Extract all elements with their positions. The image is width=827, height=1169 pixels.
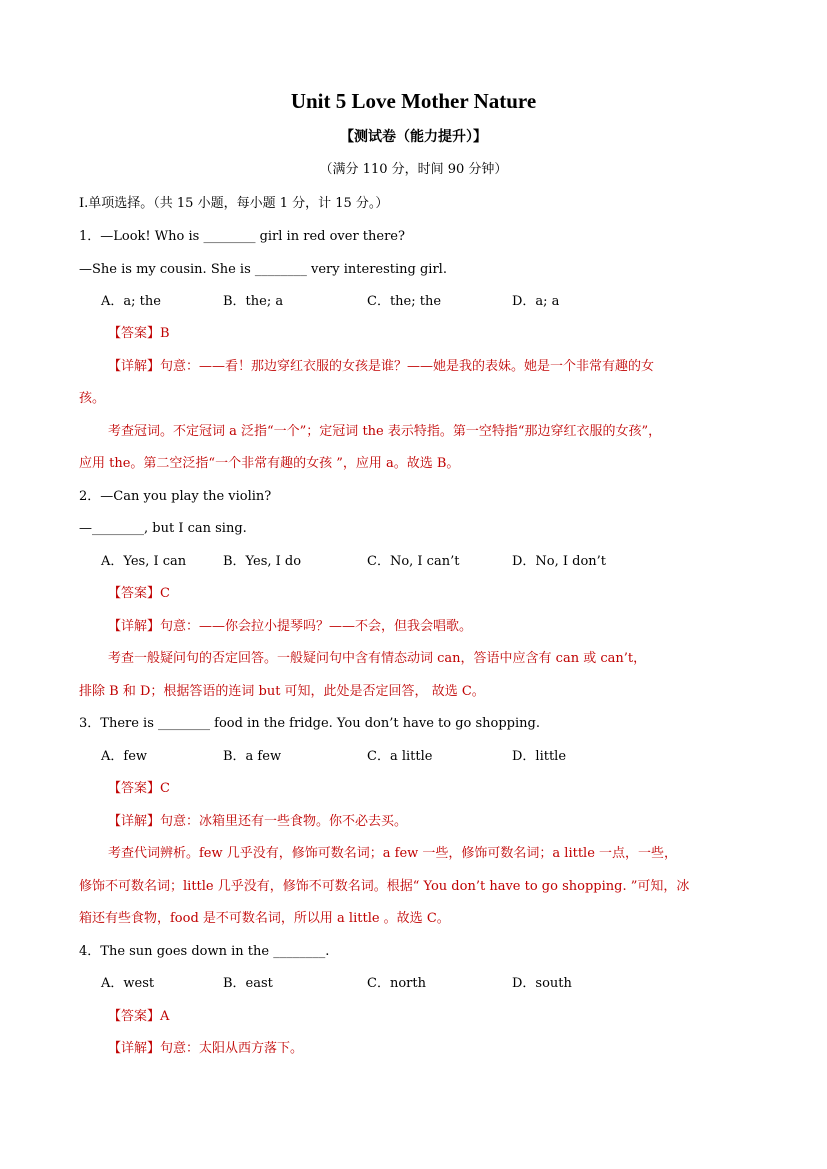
q2-answer: 【答案】C [108, 586, 170, 601]
q4-line1: 4．The sun goes down in the ________. [79, 944, 330, 959]
q4-answer: 【答案】A [108, 1009, 170, 1024]
q1-option-d: D．a; a [512, 294, 560, 309]
q2-detail: 【详解】句意：——你会拉小提琴吗？——不会，但我会唱歌。 [108, 619, 473, 634]
q1-detail-cont: 孩。 [79, 391, 106, 406]
q2-option-c: C．No, I can’t [367, 554, 460, 569]
score-info: （满分 110 分，时间 90 分钟） [319, 162, 508, 177]
q1-line1: 1．—Look! Who is ________ girl in red over there? [79, 229, 405, 244]
q3-option-a: A．few [101, 749, 148, 764]
q3-option-c: C．a little [367, 749, 433, 764]
q1-detail: 【详解】句意：——看！那边穿红衣服的女孩是谁？——她是我的表妹。她是一个非常有趣的女 [108, 359, 655, 374]
q2-option-d: D．No, I don’t [512, 554, 607, 569]
q2-analysis: 考查一般疑问句的否定回答。一般疑问句中含有情态动词 can，答语中应含有 can 或 can’t， [108, 651, 647, 666]
q3-analysis-cont2: 箱还有些食物，food 是不可数名词，所以用 a little 。故选 C。 [79, 911, 450, 926]
q3-analysis: 考查代词辨析。few 几乎没有，修饰可数名词；a few 一些，修饰可数名词；a little 一点，一些， [108, 846, 678, 861]
q1-option-c: C．the; the [367, 294, 442, 309]
q2-line1: 2．—Can you play the violin? [79, 489, 272, 504]
q4-detail: 【详解】句意：太阳从西方落下。 [108, 1041, 304, 1056]
q2-line2: —________, but I can sing. [79, 521, 247, 536]
document-subtitle: 【测试卷（能力提升）】 [340, 129, 487, 145]
q4-option-d: D．south [512, 976, 572, 991]
q1-analysis-cont: 应用 the。第二空泛指“一个非常有趣的女孩 ”，应用 a。故选 B。 [79, 456, 460, 471]
section-heading: I.单项选择。（共 15 小题，每小题 1 分，计 15 分。） [79, 196, 389, 211]
q4-option-b: B．east [223, 976, 273, 991]
q3-analysis-cont: 修饰不可数名词；little 几乎没有，修饰不可数名词。根据“ You don’t have to go shopping. ”可知，冰 [79, 879, 690, 894]
q2-analysis-cont: 排除 B 和 D；根据答语的连词 but 可知，此处是否定回答， 故选 C。 [79, 684, 485, 699]
q1-line2: —She is my cousin. She is ________ very interesting girl. [79, 262, 447, 277]
q3-option-b: B．a few [223, 749, 282, 764]
q1-analysis: 考查冠词。不定冠词 a 泛指“一个”；定冠词 the 表示特指。第一空特指“那边穿红衣服的女孩”， [108, 424, 662, 439]
q3-option-d: D．little [512, 749, 567, 764]
q4-option-a: A．west [101, 976, 155, 991]
q3-answer: 【答案】C [108, 781, 170, 796]
q1-option-a: A．a; the [101, 294, 161, 309]
q2-option-a: A．Yes, I can [101, 554, 187, 569]
q3-line1: 3．There is ________ food in the fridge. You don’t have to go shopping. [79, 716, 540, 731]
q4-option-c: C．north [367, 976, 426, 991]
q3-detail: 【详解】句意：冰箱里还有一些食物。你不必去买。 [108, 814, 408, 829]
q2-option-b: B．Yes, I do [223, 554, 302, 569]
document-title: Unit 5 Love Mother Nature [290, 89, 537, 113]
q1-option-b: B．the; a [223, 294, 284, 309]
q1-answer: 【答案】B [108, 326, 170, 341]
